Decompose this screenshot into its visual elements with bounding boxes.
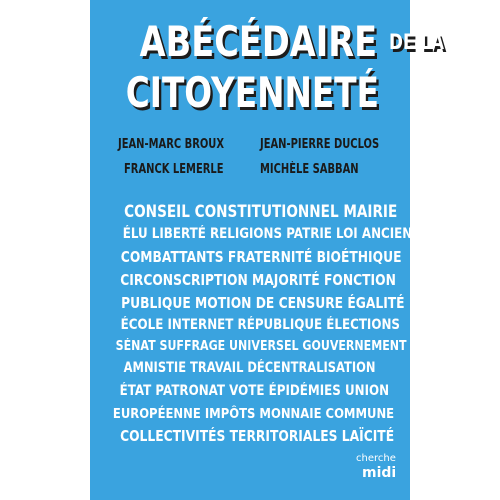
keyword-line: SÉNAT SUFFRAGE UNIVERSEL GOUVERNEMENT xyxy=(115,339,407,354)
keyword-line: PUBLIQUE MOTION DE CENSURE ÉGALITÉ xyxy=(121,294,405,312)
author-name: FRANCK LEMERLE xyxy=(124,162,224,177)
keyword-line: COMBATTANTS FRATERNITÉ BIOÉTHIQUE xyxy=(120,248,402,266)
keyword-line: EUROPÉENNE IMPÔTS MONNAIE COMMUNE xyxy=(112,406,395,422)
author-name: JEAN-MARC BROUX xyxy=(118,137,225,152)
title-second-word: CITOYENNETÉ xyxy=(125,68,380,117)
keyword-line: COLLECTIVITÉS TERRITORIALES LAÏCITÉ xyxy=(120,427,395,445)
title-connector: DE LA xyxy=(388,30,444,54)
keyword-line: CONSEIL CONSTITUTIONNEL MAIRIE xyxy=(124,202,398,222)
keyword-line: CIRCONSCRIPTION MAJORITÉ FONCTION xyxy=(120,271,396,289)
title-line-1 xyxy=(90,16,444,68)
author-name: JEAN-PIERRE DUCLOS xyxy=(260,137,380,152)
title-line-2 xyxy=(90,67,410,119)
publisher-name-bottom: midi xyxy=(362,465,397,481)
keyword-line: ÉTAT PATRONAT VOTE ÉPIDÉMIES UNION xyxy=(119,383,390,399)
book-cover xyxy=(90,0,444,500)
author-name: MICHÈLE SABBAN xyxy=(260,162,359,177)
keyword-line: ÉLU LIBERTÉ RELIGIONS PATRIE LOI ANCIENS xyxy=(122,226,421,242)
publisher-name-top: cherche xyxy=(356,453,396,464)
title-main-word: ABÉCÉDAIRE xyxy=(139,17,378,66)
keyword-line: AMNISTIE TRAVAIL DÉCENTRALISATION xyxy=(124,360,376,376)
keyword-line: ÉCOLE INTERNET RÉPUBLIQUE ÉLECTIONS xyxy=(120,317,400,333)
publisher-logo xyxy=(356,452,400,480)
